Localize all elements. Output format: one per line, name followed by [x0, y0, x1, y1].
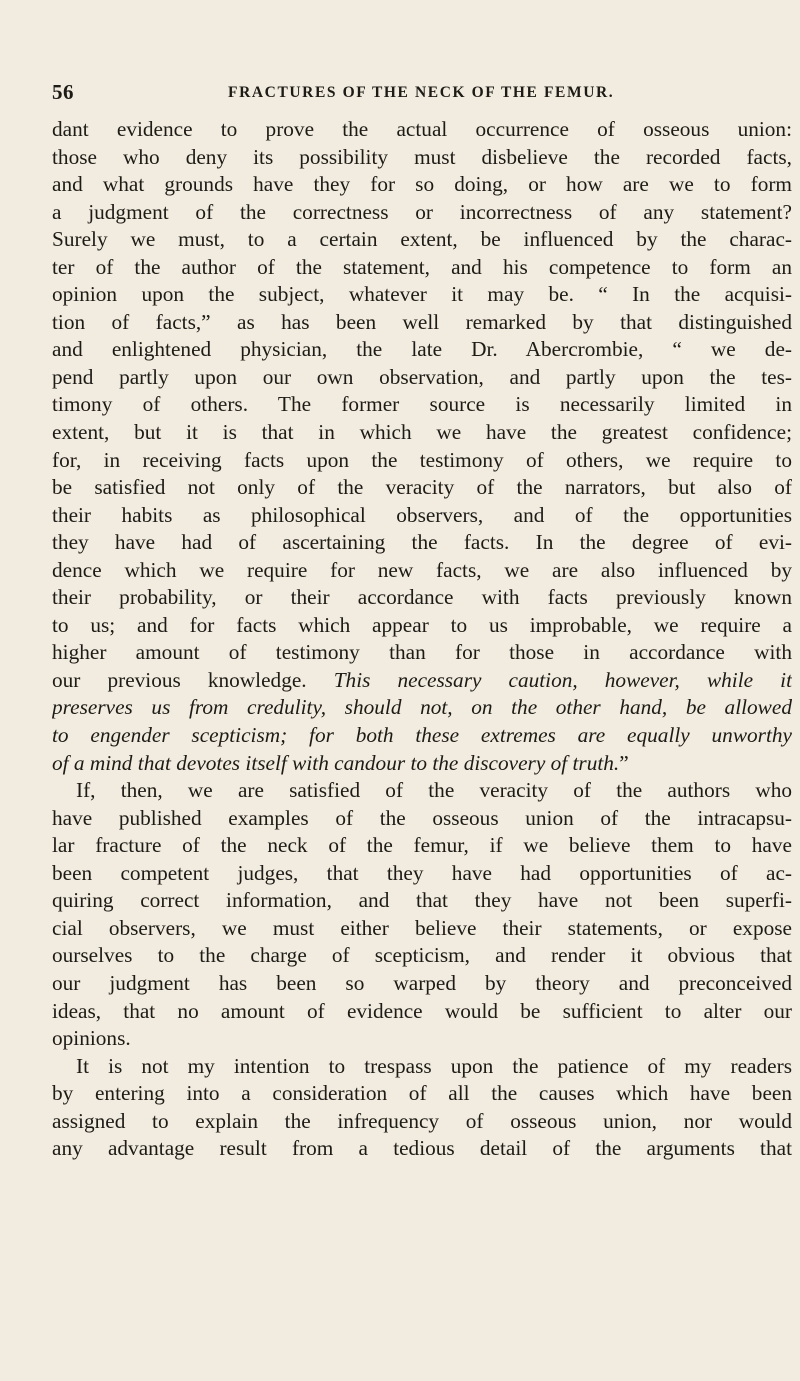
text-segment: opinion upon the subject, whatever it may be. “ In the acquisi- — [52, 282, 792, 307]
text-segment: they have had of ascertaining the facts. In the degree of evi- — [52, 530, 792, 555]
text-segment: If, then, we are satisfied of the veracity of the authors who — [76, 778, 792, 803]
text-line — [52, 1080, 792, 1108]
text-line — [52, 1053, 792, 1081]
text-line — [52, 860, 792, 888]
text-segment: ” — [619, 750, 629, 775]
text-line — [52, 254, 792, 282]
text-line — [52, 970, 792, 998]
text-segment: higher amount of testimony than for those in accordance with — [52, 640, 792, 665]
text-line — [52, 529, 792, 557]
italic-text-segment: of a mind that devotes itself with candour to the discovery of truth. — [52, 750, 620, 775]
text-segment: tion of facts,” as has been well remarked by that distinguished — [52, 309, 792, 334]
text-line — [52, 942, 792, 970]
text-segment: cial observers, we must either believe their statements, or expose — [52, 915, 792, 940]
text-line — [52, 915, 792, 943]
text-line — [52, 309, 792, 337]
text-segment: assigned to explain the infrequency of osseous union, nor would — [52, 1108, 792, 1133]
text-line — [52, 419, 792, 447]
text-segment: extent, but it is that in which we have the greatest confidence; — [52, 420, 792, 445]
text-line — [52, 391, 792, 419]
page-number: 56 — [52, 80, 74, 104]
text-line — [52, 584, 792, 612]
text-segment: those who deny its possibility must disbelieve the recorded facts, — [52, 144, 792, 169]
text-line — [52, 144, 792, 172]
text-line — [52, 722, 792, 750]
text-line — [52, 998, 792, 1026]
text-segment: timony of others. The former source is necessarily limited in — [52, 392, 792, 417]
italic-text-segment: This necessary caution, however, while it — [333, 667, 792, 692]
text-segment: ter of the author of the statement, and his competence to form an — [52, 254, 792, 279]
text-segment: dant evidence to prove the actual occurrence of osseous union: — [52, 117, 792, 141]
text-segment: Surely we must, to a certain extent, be influenced by the charac- — [52, 227, 792, 252]
text-line — [52, 887, 792, 915]
running-head — [52, 80, 792, 110]
text-line — [52, 1025, 792, 1053]
text-line — [52, 364, 792, 392]
text-segment: for, in receiving facts upon the testimony of others, we require to — [52, 447, 792, 472]
text-segment: and what grounds have they for so doing, or how are we to form — [52, 172, 792, 197]
text-segment: dence which we require for new facts, we are also influenced by — [52, 557, 792, 582]
text-segment: opinions. — [52, 1026, 131, 1051]
text-segment: have published examples of the osseous union of the intracapsu- — [52, 805, 792, 830]
text-line — [52, 694, 792, 722]
text-line — [52, 171, 792, 199]
text-line — [52, 1135, 792, 1163]
text-segment: to us; and for facts which appear to us improbable, we require a — [52, 612, 792, 637]
text-line — [52, 502, 792, 530]
text-segment: their habits as philosophical observers, and of the opportunities — [52, 502, 792, 527]
text-line — [52, 667, 792, 695]
italic-text-segment: preserves us from credulity, should not, on the other hand, be allowed — [52, 695, 792, 720]
body-text — [52, 116, 792, 1163]
text-segment: our previous knowledge. — [52, 667, 334, 692]
text-line — [52, 226, 792, 254]
text-line — [52, 199, 792, 227]
running-title: FRACTURES OF THE NECK OF THE FEMUR. — [228, 84, 615, 101]
text-segment: It is not my intention to trespass upon the patience of my readers — [76, 1053, 792, 1078]
text-line — [52, 832, 792, 860]
text-line — [52, 612, 792, 640]
text-line — [52, 639, 792, 667]
text-segment: lar fracture of the neck of the femur, if we believe them to have — [52, 833, 792, 858]
text-segment: by entering into a consideration of all the causes which have been — [52, 1081, 792, 1106]
text-line — [52, 750, 792, 778]
text-segment: be satisfied not only of the veracity of the narrators, but also of — [52, 475, 792, 500]
text-line — [52, 336, 792, 364]
text-segment: ourselves to the charge of scepticism, and render it obvious that — [52, 943, 792, 968]
text-segment: ideas, that no amount of evidence would be sufficient to alter our — [52, 998, 792, 1023]
text-line — [52, 281, 792, 309]
text-segment: a judgment of the correctness or incorrectness of any statement? — [52, 199, 792, 224]
text-segment: our judgment has been so warped by theory and preconceived — [52, 970, 792, 995]
text-line — [52, 474, 792, 502]
text-line — [52, 777, 792, 805]
text-line — [52, 805, 792, 833]
italic-text-segment: to engender scepticism; for both these extremes are equally unworthy — [52, 723, 792, 748]
text-segment: pend partly upon our own observation, and partly upon the tes- — [52, 364, 792, 389]
text-segment: any advantage result from a tedious detail of the arguments that — [52, 1136, 792, 1161]
text-segment: quiring correct information, and that they have not been superfi- — [52, 888, 792, 913]
text-line — [52, 557, 792, 585]
text-line — [52, 116, 792, 144]
text-segment: their probability, or their accordance with facts previously known — [52, 585, 792, 610]
text-segment: and enlightened physician, the late Dr. Abercrombie, “ we de- — [52, 337, 792, 362]
text-segment: been competent judges, that they have had opportunities of ac- — [52, 860, 792, 885]
text-line — [52, 1108, 792, 1136]
text-line — [52, 447, 792, 475]
